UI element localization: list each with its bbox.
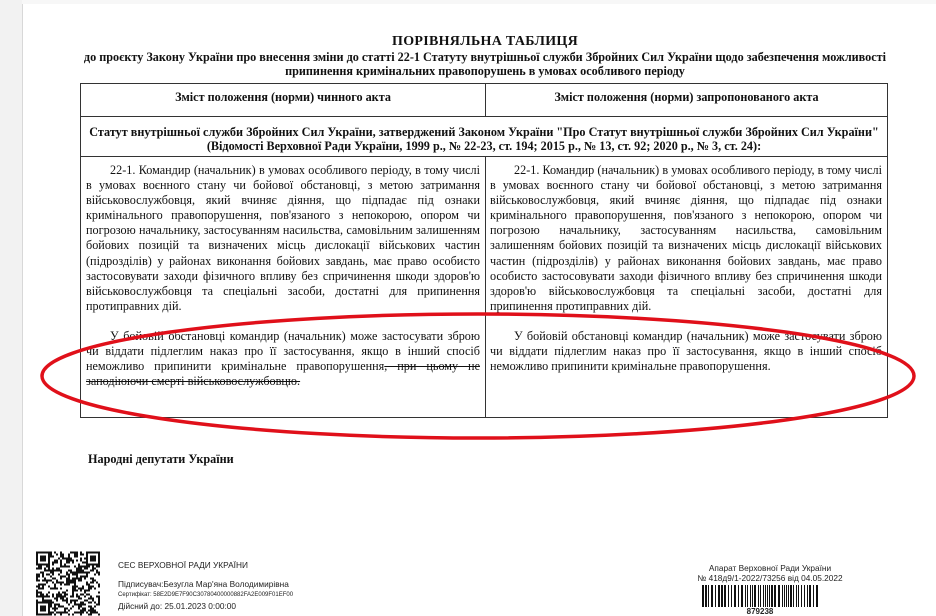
registry-office: Апарат Верховної Ради України	[708, 563, 832, 573]
barcode-number: 879238	[700, 607, 820, 616]
statute-title: Статут внутрішньої служби Збройних Сил України, затверджений Законом України "Про Статут внутрішньої служби Збройних Сил України" (Відомості Верховної Ради України, 1999 р., № 22-23, ст. 194; 2015 р., № 13, ст. 92; 2020 р., № 3, ст. 24):	[89, 125, 879, 153]
page-edge	[0, 0, 23, 616]
registry-stamp	[680, 563, 860, 583]
registry-number: № 418д9/1-2022/73256 від 04.05.2022	[697, 573, 843, 583]
e-signature-info	[118, 560, 293, 612]
qr-code-icon	[36, 551, 100, 616]
proposed-paragraph-1: 22-1. Командир (начальник) в умовах особливого періоду, в тому числі в умовах воєнного стану чи бойової обстановці, з метою затримання військовослужбовця, який вчиняє діяння, що підпадає під ознаки кримінального правопорушення, пов'язаного з непокорою, опором чи погрозою начальнику, застосуванням насильства, самовільним залишенням бойових позицій та визначених місць дислокації військових частин (підрозділів) у районах виконання бойових завдань, має право особисто застосовувати заходи фізичного впливу без спричинення шкоди здоров'ю військовослужбовця та спеціальні засоби, достатні для припинення протиправних дій.	[490, 163, 882, 313]
signer-name: Підписувач:Безугла Мар'яна Володимирівна	[118, 579, 289, 589]
column-header-proposed: Зміст положення (норми) запропонованого акта	[554, 90, 819, 104]
current-paragraph-2-struck: , при цьому не заподіюючи смерті військовослужбовцю.	[86, 359, 480, 389]
proposed-text-cell	[490, 163, 882, 389]
proposed-paragraph-2: У бойовій обстановці командир (начальник) може застосувати зброю чи віддати підлеглим наказ про її застосування, якщо в інший спосіб неможливо припинити кримінальне правопорушення.	[490, 328, 882, 374]
page-top-edge	[22, 0, 936, 4]
column-header-current: Зміст положення (норми) чинного акта	[175, 90, 391, 104]
certificate-id: Сертифікат: 58E2D9E7F90C30780400000882FA2E009F01EF00	[118, 592, 294, 598]
signature-block: Народні депутати України	[88, 452, 234, 466]
comparison-table	[80, 83, 888, 418]
valid-until: Дійсний до: 25.01.2023 0:00:00	[118, 601, 236, 611]
document-subtitle: до проєкту Закону України про внесення зміни до статті 22-1 Статуту внутрішньої служби Збройних Сил України щодо забезпечення можливості припинення кримінальних правопорушень в умовах особливого періоду	[83, 50, 887, 78]
eds-system-label: СЕС ВЕРХОВНОЇ РАДИ УКРАЇНИ	[118, 560, 248, 570]
column-divider-body	[485, 156, 486, 417]
current-text-cell	[86, 163, 480, 404]
statute-divider	[81, 156, 887, 157]
header-divider	[81, 116, 887, 117]
current-paragraph-2-kept: У бойовій обстановці командир (начальник) може застосувати зброю чи віддати підлеглим наказ про її застосування, якщо в інший спосіб неможливо припинити кримінальне правопорушення	[86, 328, 480, 374]
current-paragraph-2	[86, 329, 480, 389]
current-paragraph-1: 22-1. Командир (начальник) в умовах особливого періоду, в тому числі в умовах воєнного стану чи бойової обстановці, з метою затримання військовослужбовця, який вчиняє діяння, що підпадає під ознаки кримінального правопорушення, пов'язаного з непокорою, опором чи погрозою начальнику, застосуванням насильства, самовільним залишенням бойових позицій та визначених місць дислокації військових частин (підрозділів) у районах виконання бойових завдань, має право особисто застосовувати заходи фізичного впливу без спричинення шкоди здоров'ю військовослужбовця та спеціальні засоби, достатні для припинення протиправних дій.	[86, 163, 480, 313]
document-title: ПОРІВНЯЛЬНА ТАБЛИЦЯ	[392, 34, 578, 49]
